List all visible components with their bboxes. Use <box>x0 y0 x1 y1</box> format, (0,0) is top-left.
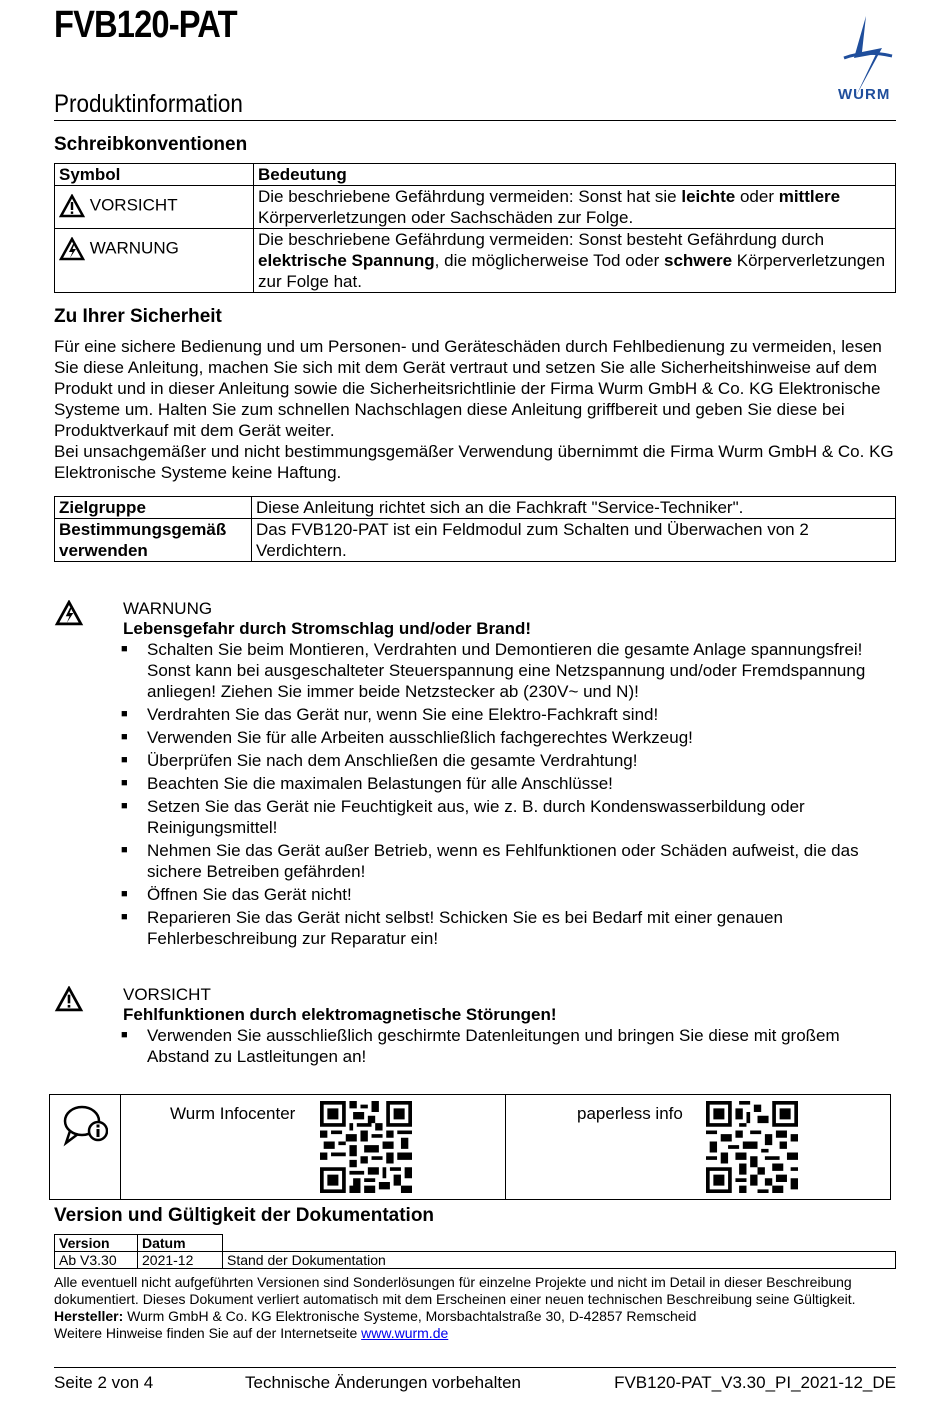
document-title: FVB120-PAT <box>54 4 237 46</box>
website-line: Weitere Hinweise finden Sie auf der Internetseite www.wurm.de <box>54 1325 449 1341</box>
paperless-label: paperless info <box>577 1104 683 1123</box>
list-item: ■ Schalten Sie beim Montieren, Verdrahten und Demontieren die gesamte Anlage spannungsfrei! Sonst kann bei ausgeschalteter Steuerspannung eine Netzspannung und/oder Fremdspannung anliegen! Ziehen Sie immer beide Netzstecker ab (230V~ und N)! <box>97 639 872 702</box>
caution-list <box>97 1025 872 1067</box>
list-item: ■ Öffnen Sie das Gerät nicht! <box>97 884 872 905</box>
warning-triangle-icon <box>54 986 84 1012</box>
infocenter-label: Wurm Infocenter <box>170 1104 296 1123</box>
paperless-qr-code-icon[interactable] <box>706 1101 798 1193</box>
symbol-cell <box>55 229 254 293</box>
symbol-label: VORSICHT <box>89 195 178 215</box>
target-table <box>54 496 896 562</box>
col-symbol: Symbol <box>55 164 254 186</box>
list-item: ■ Verdrahten Sie das Gerät nur, wenn Sie eine Elektro-Fachkraft sind! <box>97 704 872 725</box>
meaning-cell: Die beschriebene Gefährdung vermeiden: Sonst hat sie leichte oder mittlere Körperverletzungen oder Sachschäden zur Folge. <box>254 186 896 229</box>
infocenter-qr-code-icon[interactable] <box>320 1101 412 1193</box>
table-row: Ab V3.30 2021-12 Stand der Dokumentation <box>55 1252 896 1269</box>
caution-notice <box>123 984 903 1069</box>
electrical-warning-icon <box>59 237 85 261</box>
website-link[interactable]: www.wurm.de <box>361 1325 449 1341</box>
safety-heading: Zu Ihrer Sicherheit <box>54 306 222 327</box>
warning-title: Lebensgefahr durch Stromschlag und/oder Brand! <box>123 619 532 638</box>
document-subtitle: Produktinformation <box>54 90 243 118</box>
table-row: Bestimmungsgemäß verwenden Das FVB120-PAT ist ein Feldmodul zum Schalten und Überwachen von 2 Verdichtern. <box>55 519 896 562</box>
list-item: ■ Überprüfen Sie nach dem Anschließen die gesamte Verdrahtung! <box>97 750 872 771</box>
page-number: Seite 2 von 4 <box>54 1373 154 1392</box>
symbol-label: WARNUNG <box>89 238 179 258</box>
list-item: ■ Nehmen Sie das Gerät außer Betrieb, wenn es Fehlfunktionen oder Schäden aufweist, die das sichere Betreiben gefährden! <box>97 840 872 882</box>
logo-text: WURM <box>838 86 891 103</box>
footer-divider <box>54 1367 896 1368</box>
footer-note: Technische Änderungen vorbehalten <box>245 1373 521 1392</box>
caution-label: VORSICHT <box>123 985 211 1004</box>
col-date: Datum <box>138 1235 223 1252</box>
meaning-cell: Die beschriebene Gefährdung vermeiden: Sonst besteht Gefährdung durch elektrische Spannung, die möglicherweise Tod oder schwere Körperverletzungen zur Folge hat. <box>254 229 896 293</box>
warning-label: WARNUNG <box>123 599 213 618</box>
info-chat-icon <box>62 1103 108 1147</box>
table-row: Zielgruppe Diese Anleitung richtet sich an die Fachkraft "Service-Techniker". <box>55 497 896 519</box>
version-notice: Alle eventuell nicht aufgeführten Versionen sind Sonderlösungen für einzelne Projekte und nicht im Detail in dieser Beschreibung dokumentiert. Dieses Dokument verliert automatisch mit dem Erscheinen einer neuen technischen Beschreibung seine Gültigkeit. Hersteller: Wurm GmbH & Co. KG Elektronische Systeme, Morsbachtalstraße 30, D-42857 Remscheid Weitere Hinweise finden Sie auf der Internetseite www.wurm.de <box>54 1274 896 1342</box>
symbol-cell <box>55 186 254 229</box>
table-row <box>55 229 896 293</box>
conventions-table <box>54 163 896 293</box>
col-version: Version <box>55 1235 138 1252</box>
warning-list <box>97 639 872 949</box>
list-item: ■ Verwenden Sie für alle Arbeiten ausschließlich fachgerechtes Werkzeug! <box>97 727 872 748</box>
list-item: ■ Setzen Sie das Gerät nie Feuchtigkeit aus, wie z. B. durch Kondenswasserbildung oder Reinigungsmittel! <box>97 796 872 838</box>
document-id: FVB120-PAT_V3.30_PI_2021-12_DE <box>614 1373 896 1392</box>
list-item: ■ Beachten Sie die maximalen Belastungen für alle Anschlüsse! <box>97 773 872 794</box>
warning-triangle-icon <box>59 194 85 218</box>
list-item: ■ Reparieren Sie das Gerät nicht selbst! Schicken Sie es bei Bedarf mit einer genauen Fehlerbeschreibung zur Reparatur ein! <box>97 907 872 949</box>
version-heading: Version und Gültigkeit der Dokumentation <box>54 1205 435 1226</box>
caution-title: Fehlfunktionen durch elektromagnetische Störungen! <box>123 1005 557 1024</box>
safety-paragraph: Für eine sichere Bedienung und um Personen- und Geräteschäden durch Fehlbedienung zu vermeiden, lesen Sie diese Anleitung, machen Sie sich mit dem Gerät vertraut und setzen Sie alle Sicherheitshinweise auf dem Produkt und in dieser Anleitung sowie die Sicherheitsrichtlinie der Firma Wurm GmbH & Co. KG Elektronische Systeme um. Halten Sie zum schnellen Nachschlagen diese Anleitung griffbereit und geben Sie diese bei Produktverkauf mit dem Gerät weiter. Bei unsachgemäßer und nicht bestimmungsgemäßer Verwendung übernimmt die Firma Wurm GmbH & Co. KG Elektronische Systeme keine Haftung. <box>54 337 894 482</box>
electrical-warning-icon <box>54 600 84 626</box>
table-row <box>55 186 896 229</box>
info-box <box>49 1094 891 1200</box>
col-meaning: Bedeutung <box>254 164 896 186</box>
header-divider <box>54 120 896 121</box>
list-item: ■ Verwenden Sie ausschließlich geschirmte Datenleitungen und bringen Sie diese mit großem Abstand zu Lastleitungen an! <box>97 1025 872 1067</box>
warning-notice <box>123 598 903 951</box>
conventions-heading: Schreibkonventionen <box>54 134 248 155</box>
version-table <box>54 1234 896 1269</box>
manufacturer-line: Hersteller: Wurm GmbH & Co. KG Elektronische Systeme, Morsbachtalstraße 30, D-42857 Remscheid <box>54 1308 697 1324</box>
